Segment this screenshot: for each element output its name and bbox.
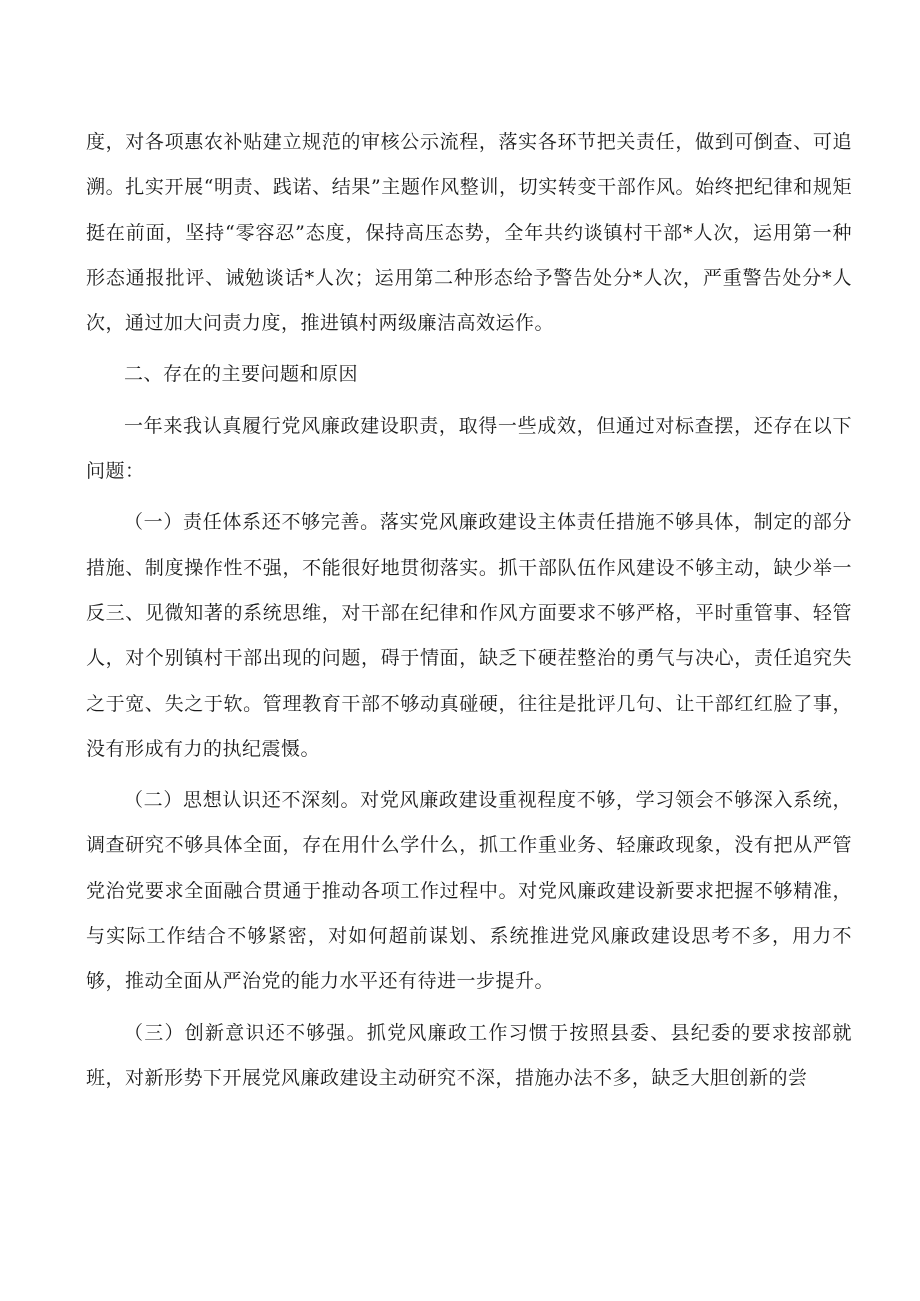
- paragraph-issue-1: （一）责任体系还不够完善。落实党风廉政建设主体责任措施不够具体，制定的部分措施、制度操作性不强，不能很好地贯彻落实。抓干部队伍作风建设不够主动，缺少举一反三、见微知著的系统思维，对干部在纪律和作风方面要求不够严格，平时重管事、轻管人，对个别镇村干部出现的问题，碍于情面，缺乏下硬茬整治的勇气与决心，责任追究失之于宽、失之于软。管理教育干部不够动真碰硬，往往是批评几句、让干部红红脸了事，没有形成有力的执纪震慑。: [86, 511, 852, 760]
- document-page: [86, 120, 852, 1101]
- paragraph-intro: 一年来我认真履行党风廉政建设职责，取得一些成效，但通过对标查摆，还存在以下问题：: [86, 414, 852, 483]
- paragraph-continuation: 度，对各项惠农补贴建立规范的审核公示流程，落实各环节把关责任，做到可倒查、可追溯。扎实开展“明责、践诺、结果”主题作风整训，切实转变干部作风。始终把纪律和规矩挺在前面，坚持“零容忍”态度，保持高压态势，全年共约谈镇村干部*人次，运用第一种形态通报批评、诫勉谈话*人次；运用第二种形态给予警告处分*人次，严重警告处分*人次，通过加大问责力度，推进镇村两级廉洁高效运作。: [86, 131, 852, 335]
- paragraph-issue-2: （二）思想认识还不深刻。对党风廉政建设重视程度不够，学习领会不够深入系统，调查研究不够具体全面，存在用什么学什么，抓工作重业务、轻廉政现象，没有把从严管党治党要求全面融合贯通于推动各项工作过程中。对党风廉政建设新要求把握不够精准，与实际工作结合不够紧密，对如何超前谋划、系统推进党风廉政建设思考不多，用力不够，推动全面从严治党的能力水平还有待进一步提升。: [86, 789, 852, 993]
- paragraph-issue-3: （三）创新意识还不够强。抓党风廉政工作习惯于按照县委、县纪委的要求按部就班，对新形势下开展党风廉政建设主动研究不深，措施办法不多，缺乏大胆创新的尝: [86, 1021, 852, 1089]
- section-heading: 二、存在的主要问题和原因: [124, 363, 359, 386]
